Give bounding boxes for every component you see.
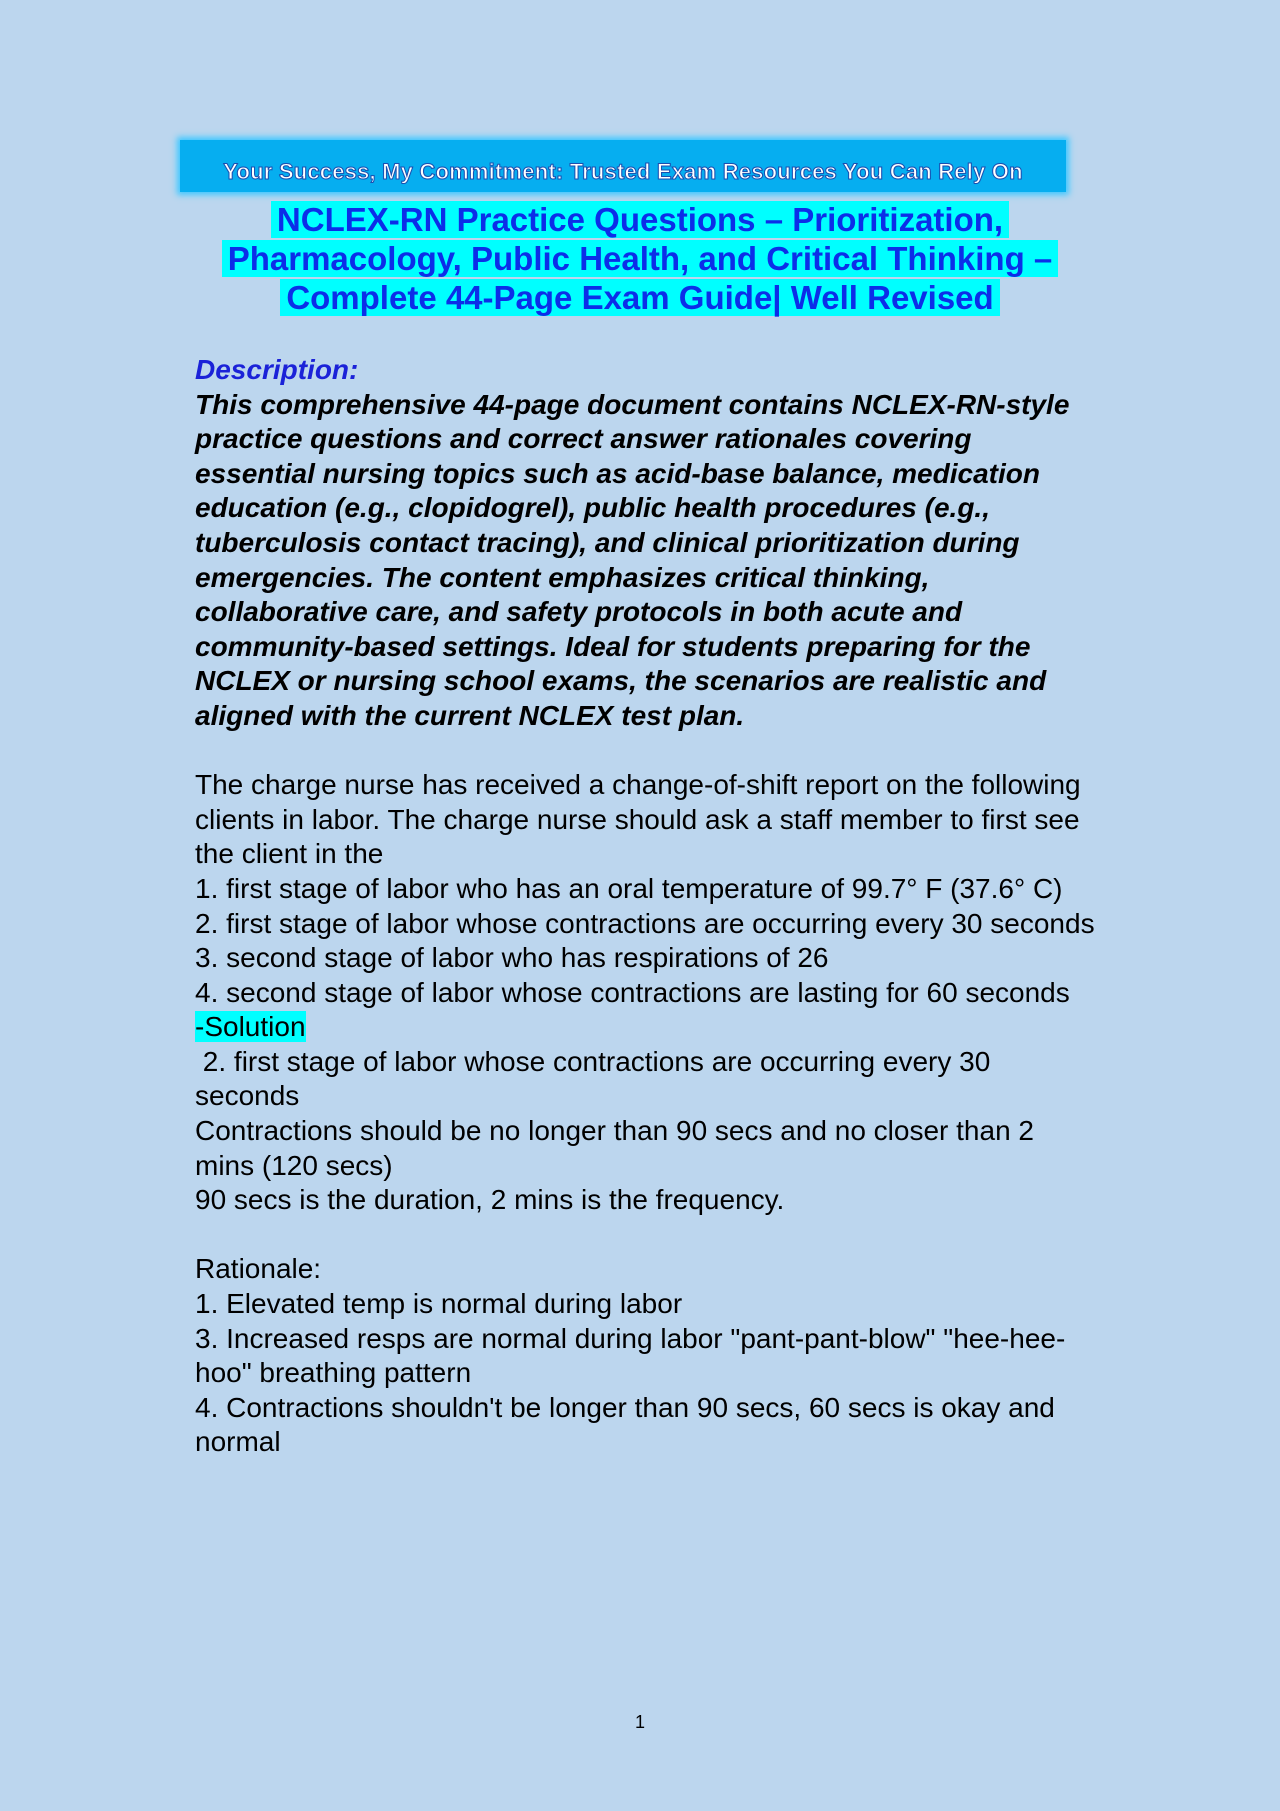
question-option: 1. first stage of labor who has an oral temperature of 99.7° F (37.6° C) [195,872,1063,904]
question-stem: The charge nurse has received a change-of-shift report on the following clients in labor. The charge nurse should ask a staff member to first see the client in the [195,769,1081,870]
title-line-1: NCLEX-RN Practice Questions – Prioritization, [271,201,1009,238]
title-line-3: Complete 44-Page Exam Guide| Well Revised [280,279,999,316]
description-label: Description: [195,354,359,385]
rationale-item: 3. Increased resps are normal during labor "pant-pant-blow" "hee-hee-hoo" breathing pattern [195,1322,1066,1389]
solution-explanation: Contractions should be no longer than 90 secs and no closer than 2 mins (120 secs) [195,1115,1035,1181]
title-line-2: Pharmacology, Public Health, and Critical Thinking – [222,240,1059,277]
rationale-label: Rationale: [195,1253,322,1285]
rationale-item: 4. Contractions shouldn't be longer than 90 secs, 60 secs is okay and normal [195,1391,1055,1458]
rationale-item: 1. Elevated temp is normal during labor [195,1288,683,1320]
spacer [195,1218,1095,1253]
solution-answer: 2. first stage of labor whose contractions are occurring every 30 seconds [195,1045,999,1112]
solution-label: -Solution [195,1011,306,1043]
description-text: This comprehensive 44-page document contains NCLEX-RN-style practice questions and correct answer rationales covering essential nursing topics such as acid-base balance, medication education (e.g., clopidogrel), public health procedures (e.g., tuberculosis contact tracing), and clinical prioritization during emergencies. The content emphasizes critical thinking, collaborative care, and safety protocols in both acute and community-based settings. Ideal for students preparing for the NCLEX or nursing school exams, the scenarios are realistic and aligned with the current NCLEX test plan. [195,388,1070,731]
document-title [150,200,1130,317]
question-option: 4. second stage of labor whose contractions are lasting for 60 seconds [195,976,1070,1008]
document-body [195,353,1095,1460]
spacer [195,734,1095,769]
question-option: 2. first stage of labor whose contractions are occurring every 30 seconds [195,907,1095,939]
solution-explanation: 90 secs is the duration, 2 mins is the frequency. [195,1184,785,1216]
page-number: 1 [634,1712,645,1732]
question-option: 3. second stage of labor who has respirations of 26 [195,942,829,974]
promo-banner: Your Success, My Commitment: Trusted Exam Resources You Can Rely On [180,140,1066,192]
